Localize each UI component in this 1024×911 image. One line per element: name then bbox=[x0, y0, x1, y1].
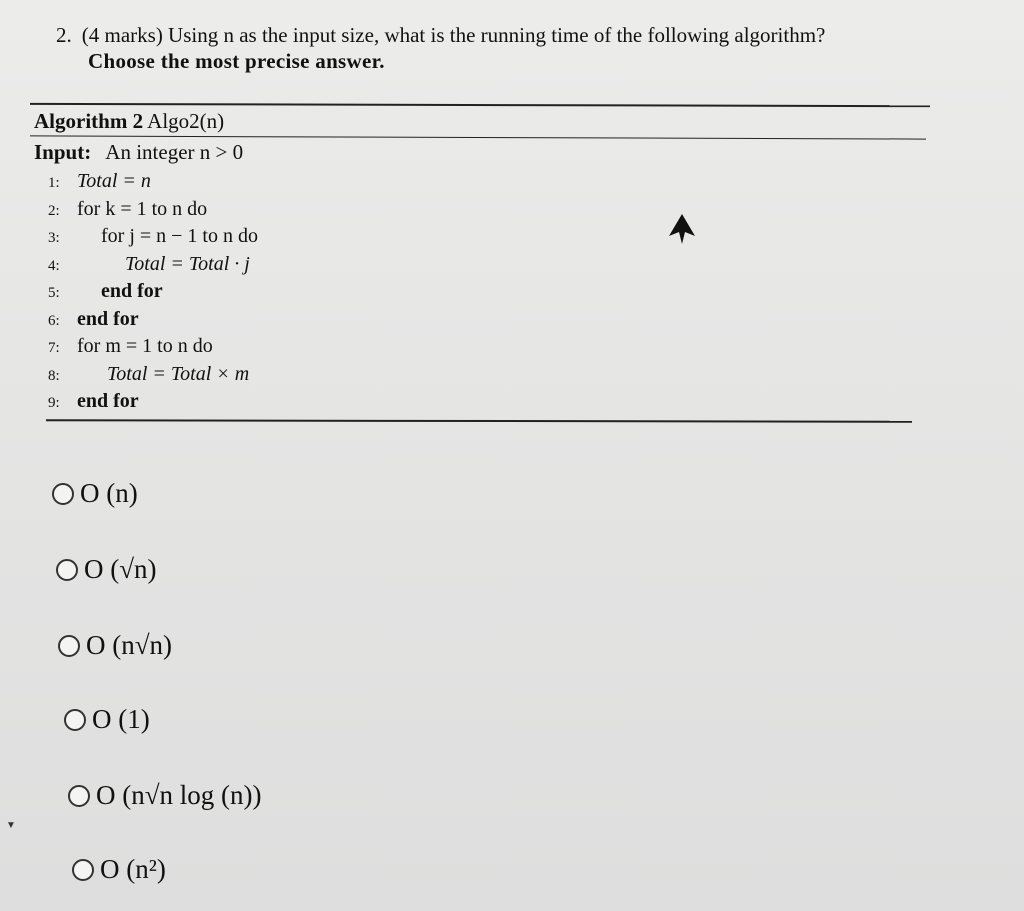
question-text bbox=[56, 22, 976, 74]
question-instruction: Choose the most precise answer. bbox=[88, 49, 385, 73]
line-number: 5: bbox=[48, 285, 60, 301]
algorithm-title bbox=[34, 109, 224, 134]
line-number: 7: bbox=[48, 340, 60, 356]
line-number: 6: bbox=[48, 312, 60, 329]
line-code: for m = 1 to n do bbox=[77, 335, 213, 357]
line-number: 1: bbox=[48, 175, 60, 191]
question-prompt: (4 marks) Using n as the input size, what is the running time of the following algorithm? bbox=[81, 23, 826, 47]
answer-option[interactable] bbox=[58, 630, 172, 661]
algorithm-lines bbox=[48, 168, 258, 416]
line-number: 8: bbox=[48, 367, 60, 384]
answer-option[interactable] bbox=[56, 554, 157, 585]
algorithm-line bbox=[48, 223, 258, 251]
algorithm-line bbox=[48, 306, 258, 334]
option-label: O (1) bbox=[92, 704, 150, 734]
option-label: O (n²) bbox=[100, 854, 166, 884]
edge-arrow-icon: ▼ bbox=[6, 820, 16, 831]
radio-button-icon[interactable] bbox=[64, 709, 86, 731]
algorithm-name: Algo2(n) bbox=[147, 109, 225, 133]
algorithm-line bbox=[48, 361, 258, 389]
option-label: O (√n) bbox=[84, 554, 157, 584]
mouse-pointer-icon bbox=[668, 212, 698, 246]
answer-option[interactable] bbox=[68, 780, 262, 811]
radio-button-icon[interactable] bbox=[68, 785, 90, 807]
option-label: O (n√n) bbox=[86, 630, 173, 660]
answer-option[interactable] bbox=[52, 478, 138, 509]
algorithm-line bbox=[48, 251, 258, 279]
algorithm-label: Algorithm 2 bbox=[34, 109, 144, 133]
radio-button-icon[interactable] bbox=[58, 635, 80, 657]
line-code: for j = n − 1 to n do bbox=[101, 225, 258, 247]
line-code: end for bbox=[101, 280, 163, 302]
answer-option[interactable] bbox=[64, 704, 150, 735]
input-description: An integer n > 0 bbox=[105, 140, 244, 164]
line-number: 3: bbox=[48, 230, 60, 246]
algorithm-line bbox=[48, 333, 258, 361]
line-code: for k = 1 to n do bbox=[77, 197, 208, 220]
line-number: 9: bbox=[48, 395, 60, 411]
radio-button-icon[interactable] bbox=[52, 483, 74, 505]
radio-button-icon[interactable] bbox=[72, 859, 94, 881]
algorithm-input bbox=[34, 140, 243, 165]
radio-button-icon[interactable] bbox=[56, 559, 78, 581]
line-number: 2: bbox=[48, 202, 60, 219]
algorithm-line bbox=[48, 168, 258, 196]
line-code: end for bbox=[77, 307, 139, 330]
line-code: end for bbox=[77, 390, 139, 412]
line-code: Total = n bbox=[77, 170, 151, 192]
question-line-1 bbox=[56, 22, 976, 48]
algorithm-line bbox=[48, 388, 258, 416]
line-code: Total = Total · j bbox=[125, 252, 250, 275]
line-number: 4: bbox=[48, 257, 60, 274]
input-label: Input: bbox=[34, 140, 92, 164]
option-label: O (n√n log (n)) bbox=[96, 780, 262, 810]
question-number: 2. bbox=[56, 23, 72, 47]
algorithm-line bbox=[48, 196, 258, 224]
algorithm-line bbox=[48, 278, 258, 306]
line-code: Total = Total × m bbox=[107, 362, 250, 385]
option-label: O (n) bbox=[80, 478, 138, 508]
answer-option[interactable] bbox=[72, 854, 166, 885]
